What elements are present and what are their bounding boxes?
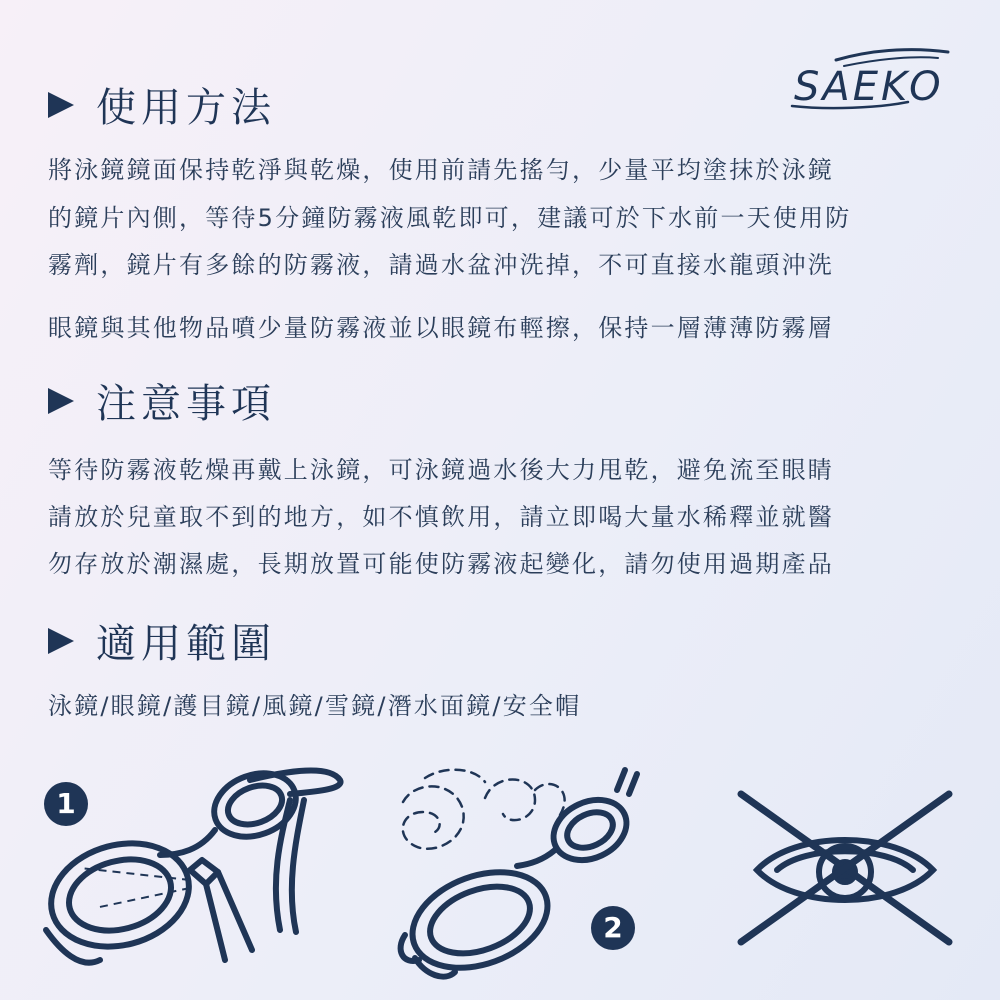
usage-line: 眼鏡與其他物品噴少量防霧液並以眼鏡布輕擦，保持一層薄薄防霧層 [48,314,834,342]
dry-goggles-illustration [385,760,655,994]
triangle-bullet-icon [48,388,74,414]
section-usage-header [48,76,276,133]
spray-goggles-illustration [40,760,360,994]
notes-line: 請放於兒童取不到的地方，如不慎飲用，請立即喝大量水稀釋並就醫 [48,503,834,531]
section-title: 注意事項 [96,381,276,427]
section-title: 適用範圍 [96,621,276,667]
brand-logo [788,46,950,118]
triangle-bullet-icon [48,92,74,118]
section-scope-header [48,612,276,669]
usage-line: 將泳鏡鏡面保持乾淨與乾燥，使用前請先搖勻，少量平均塗抹於泳鏡 [48,156,834,184]
notes-line: 等待防霧液乾燥再戴上泳鏡，可泳鏡過水後大力甩乾，避免流至眼睛 [48,456,834,484]
usage-line: 的鏡片內側，等待5分鐘防霧液風乾即可，建議可於下水前一天使用防 [48,204,852,232]
logo-text: SAEKO [794,64,944,110]
triangle-bullet-icon [48,628,74,654]
step-number-badge: 2 [591,906,635,950]
notes-line: 勿存放於潮濕處，長期放置可能使防霧液起變化，請勿使用過期產品 [48,550,834,578]
section-title: 使用方法 [96,85,276,131]
step-number-badge: 1 [44,782,88,826]
section-notes-header [48,372,276,429]
usage-line: 霧劑，鏡片有多餘的防霧液，請過水盆沖洗掉，不可直接水龍頭沖洗 [48,251,834,279]
scope-line: 泳鏡/眼鏡/護目鏡/風鏡/雪鏡/潛水面鏡/安全帽 [48,692,582,720]
avoid-eyes-illustration [735,790,955,954]
